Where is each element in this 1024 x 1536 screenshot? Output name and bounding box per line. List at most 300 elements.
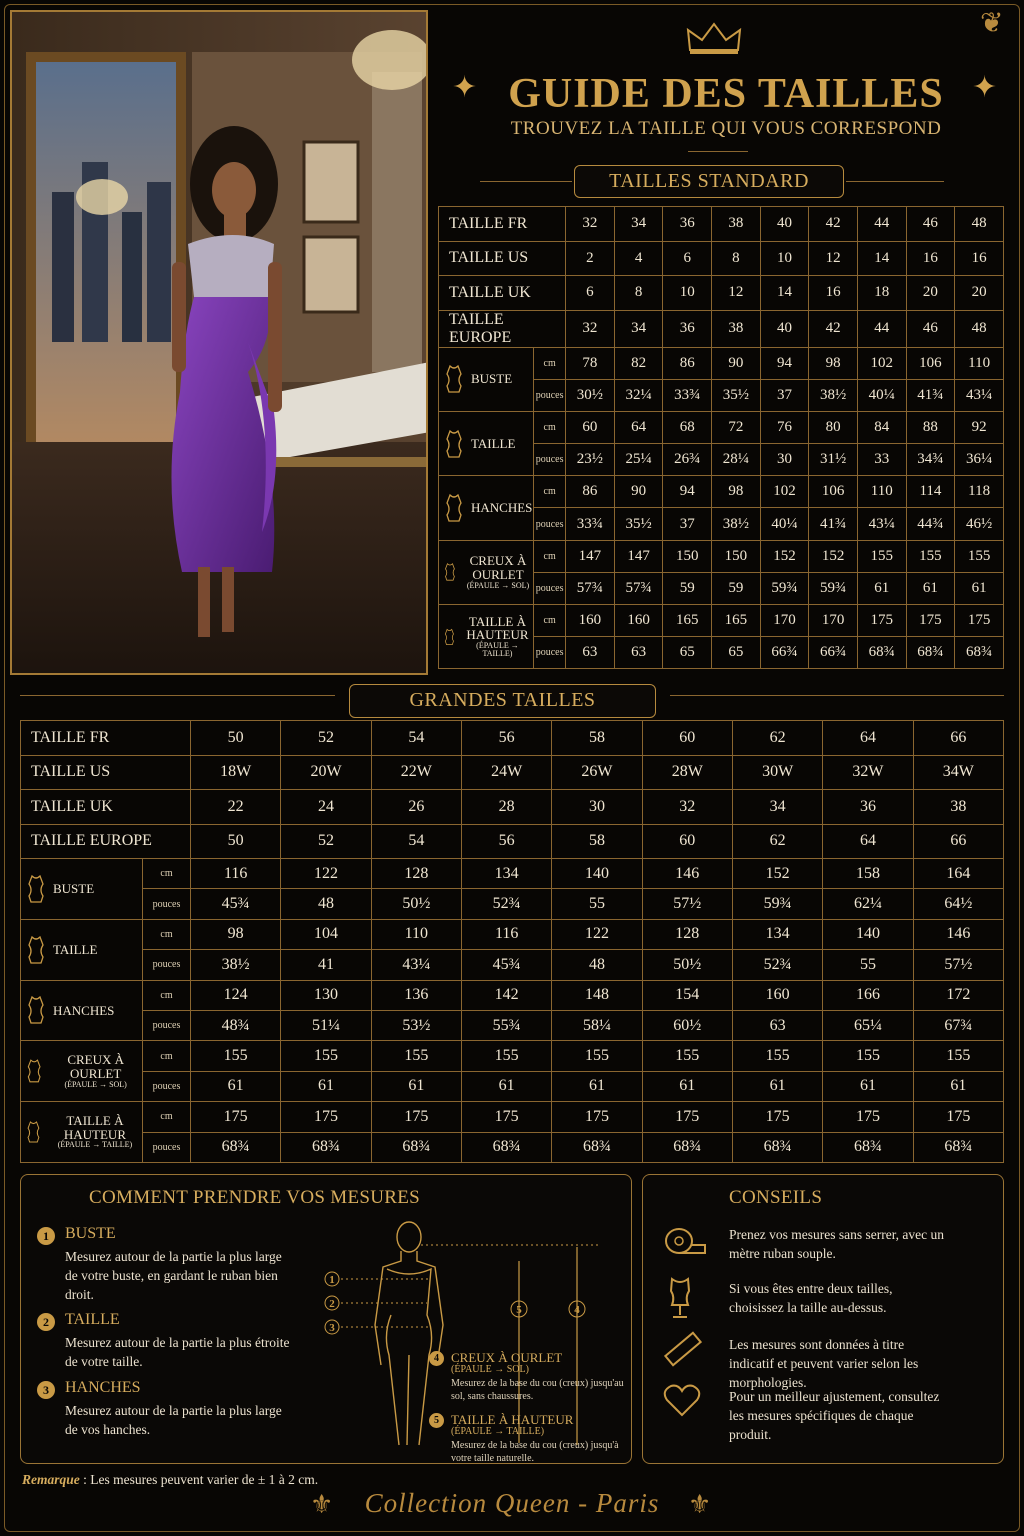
size-cell: 58	[552, 721, 642, 756]
tip-text: Prenez vos mesures sans serrer, avec un mètre ruban souple.	[729, 1227, 945, 1261]
unit-cm: cm	[534, 605, 566, 637]
measure-cell: 60	[566, 411, 615, 443]
page-title: GUIDE DES TAILLES	[508, 71, 944, 117]
diagram-marker: 2	[329, 1298, 335, 1310]
measure-cell: 76	[760, 411, 809, 443]
measure-cell: 152	[732, 859, 822, 889]
size-cell: 4	[614, 241, 663, 276]
step-heading: TAILLE À HAUTEUR	[451, 1412, 574, 1427]
table-row	[21, 1132, 1004, 1162]
remark-note	[22, 1472, 318, 1488]
size-cell: 26	[371, 790, 461, 825]
measure-cell: 94	[760, 347, 809, 379]
measure-label	[439, 605, 534, 669]
measure-cell: 175	[913, 1102, 1003, 1132]
measure-cell: 50½	[371, 889, 461, 919]
measure-cell: 61	[906, 572, 955, 604]
measure-cell: 52¾	[461, 889, 551, 919]
heart-icon	[663, 1383, 701, 1417]
measure-cell: 134	[732, 919, 822, 949]
measure-cell: 150	[712, 540, 761, 572]
measure-cell: 68	[663, 411, 712, 443]
measure-cell: 114	[906, 476, 955, 508]
measure-cell: 61	[461, 1071, 551, 1101]
measure-cell: 155	[552, 1041, 642, 1071]
remark-text: : Les mesures peuvent varier de ± 1 à 2 cm.	[79, 1472, 319, 1487]
measure-cell: 150	[663, 540, 712, 572]
how-to-measure-panel	[20, 1174, 632, 1464]
measure-cell: 134	[461, 859, 551, 889]
row-label: TAILLE FR	[439, 207, 566, 242]
unit-cm: cm	[143, 859, 191, 889]
size-cell: 6	[663, 241, 712, 276]
measure-cell: 94	[663, 476, 712, 508]
measure-cell: 38½	[191, 950, 281, 980]
table-row	[439, 540, 1004, 572]
measure-cell: 67¾	[913, 1010, 1003, 1040]
table-row	[21, 790, 1004, 825]
measure-cell: 155	[732, 1041, 822, 1071]
measure-cell: 28¼	[712, 444, 761, 476]
measure-cell: 68¾	[732, 1132, 822, 1162]
measure-cell: 61	[552, 1071, 642, 1101]
size-cell: 40	[760, 310, 809, 347]
step-number: 2	[37, 1313, 55, 1331]
measure-name: HANCHES	[53, 1002, 115, 1018]
measure-cell: 155	[461, 1041, 551, 1071]
size-cell: 38	[913, 790, 1003, 825]
measure-cell: 122	[552, 919, 642, 949]
size-cell: 22W	[371, 755, 461, 790]
measure-cell: 175	[955, 605, 1004, 637]
size-cell: 40	[760, 207, 809, 242]
measure-cell: 61	[823, 1071, 913, 1101]
measure-cell: 68¾	[823, 1132, 913, 1162]
size-cell: 56	[461, 721, 551, 756]
measure-cell: 40¼	[760, 508, 809, 540]
measure-cell: 172	[913, 980, 1003, 1010]
size-cell: 52	[281, 721, 371, 756]
measure-cell: 166	[823, 980, 913, 1010]
measure-cell: 64	[614, 411, 663, 443]
size-cell: 54	[371, 824, 461, 859]
measure-cell: 68¾	[552, 1132, 642, 1162]
unit-cm: cm	[534, 411, 566, 443]
measure-cell: 68¾	[906, 637, 955, 669]
brand-signature: Collection Queen - Paris	[364, 1488, 660, 1518]
measure-cell: 31½	[809, 444, 858, 476]
measure-cell: 160	[732, 980, 822, 1010]
size-cell: 42	[809, 310, 858, 347]
tip-text: Pour un meilleur ajustement, consultez les mesures spécifiques de chaque produit.	[729, 1389, 940, 1442]
measure-name: BUSTE	[53, 881, 95, 897]
size-cell: 48	[955, 207, 1004, 242]
size-cell: 36	[663, 310, 712, 347]
size-cell: 62	[732, 824, 822, 859]
size-cell: 62	[732, 721, 822, 756]
fleur-de-lis-icon-right: ⚜	[688, 1490, 712, 1520]
table-row	[21, 889, 1004, 919]
remark-label: Remarque	[22, 1472, 80, 1487]
measure-label	[439, 476, 534, 540]
table-row	[21, 1041, 1004, 1071]
step-bust	[37, 1227, 307, 1307]
measure-cell: 44¾	[906, 508, 955, 540]
measure-cell: 61	[642, 1071, 732, 1101]
table-row	[21, 950, 1004, 980]
step-subheading: (ÉPAULE → SOL)	[451, 1364, 529, 1375]
measure-sub: (ÉPAULE → SOL)	[466, 580, 530, 590]
hips-icon	[25, 995, 47, 1025]
measure-cell: 68¾	[642, 1132, 732, 1162]
measure-cell: 142	[461, 980, 551, 1010]
size-cell: 8	[614, 276, 663, 311]
measure-cell: 55¾	[461, 1010, 551, 1040]
row-label: TAILLE FR	[21, 721, 191, 756]
table-row	[21, 1071, 1004, 1101]
measure-cell: 152	[809, 540, 858, 572]
measure-cell: 33¾	[566, 508, 615, 540]
table-row	[439, 207, 1004, 242]
size-cell: 46	[906, 207, 955, 242]
measure-cell: 25¼	[614, 444, 663, 476]
measure-cell: 104	[281, 919, 371, 949]
unit-cm: cm	[534, 476, 566, 508]
measure-cell: 38½	[809, 379, 858, 411]
size-cell: 20	[906, 276, 955, 311]
size-cell: 48	[955, 310, 1004, 347]
measuring-tape-icon	[663, 1225, 707, 1257]
table-row	[21, 824, 1004, 859]
tips-title: CONSEILS	[729, 1187, 823, 1208]
measure-cell: 98	[191, 919, 281, 949]
size-cell: 32	[566, 310, 615, 347]
step-number: 5	[429, 1413, 444, 1428]
measure-cell: 175	[823, 1102, 913, 1132]
measure-cell: 110	[371, 919, 461, 949]
measure-cell: 35½	[614, 508, 663, 540]
measure-name: TAILLE	[53, 941, 98, 957]
measure-cell: 68¾	[461, 1132, 551, 1162]
sparkle-icon-right: ✦	[972, 70, 998, 105]
size-cell: 14	[760, 276, 809, 311]
table-row	[439, 411, 1004, 443]
size-cell: 46	[906, 310, 955, 347]
measure-cell: 59	[663, 572, 712, 604]
measure-cell: 61	[281, 1071, 371, 1101]
measure-name: TAILLE À HAUTEUR	[466, 613, 529, 643]
unit-pouces: pouces	[534, 508, 566, 540]
measure-cell: 72	[712, 411, 761, 443]
measure-cell: 65	[663, 637, 712, 669]
measure-cell: 48	[552, 950, 642, 980]
measure-name: CREUX À OURLET	[67, 1052, 125, 1082]
measure-name: TAILLE À HAUTEUR	[63, 1113, 126, 1142]
measure-cell: 106	[906, 347, 955, 379]
step-subheading: (ÉPAULE → TAILLE)	[451, 1426, 545, 1437]
size-cell: 50	[191, 824, 281, 859]
measure-cell: 41	[281, 950, 371, 980]
measure-name: CREUX À OURLET	[469, 553, 527, 583]
measure-cell: 122	[281, 859, 371, 889]
measure-cell: 98	[809, 347, 858, 379]
measure-cell: 165	[712, 605, 761, 637]
size-cell: 10	[760, 241, 809, 276]
size-cell: 44	[857, 310, 906, 347]
size-cell: 30	[552, 790, 642, 825]
measure-cell: 55	[823, 950, 913, 980]
step-text: Mesurez autour de la partie la plus large de votre buste, en gardant le ruban bien droit.	[65, 1249, 282, 1302]
plus-size-table	[20, 720, 1004, 1163]
unit-pouces: pouces	[143, 889, 191, 919]
measure-cell: 65	[712, 637, 761, 669]
measure-cell: 57¾	[566, 572, 615, 604]
measure-cell: 155	[857, 540, 906, 572]
size-cell: 34	[614, 207, 663, 242]
measure-cell: 80	[809, 411, 858, 443]
waist-icon	[443, 429, 465, 459]
size-cell: 36	[823, 790, 913, 825]
measure-cell: 46½	[955, 508, 1004, 540]
measure-cell: 61	[732, 1071, 822, 1101]
size-cell: 22	[191, 790, 281, 825]
unit-cm: cm	[143, 919, 191, 949]
size-cell: 8	[712, 241, 761, 276]
step-text: Mesurez autour de la partie la plus large de vos hanches.	[65, 1403, 282, 1437]
size-cell: 56	[461, 824, 551, 859]
measure-cell: 68¾	[281, 1132, 371, 1162]
measure-cell: 84	[857, 411, 906, 443]
size-cell: 38	[712, 310, 761, 347]
measure-cell: 78	[566, 347, 615, 379]
measure-cell: 155	[823, 1041, 913, 1071]
size-cell: 60	[642, 721, 732, 756]
hollow-to-hem-icon	[25, 1056, 43, 1086]
size-cell: 58	[552, 824, 642, 859]
hips-icon	[443, 493, 465, 523]
measure-label	[21, 980, 143, 1041]
bust-icon	[443, 364, 465, 394]
measure-cell: 62¼	[823, 889, 913, 919]
measure-cell: 152	[760, 540, 809, 572]
measure-cell: 90	[614, 476, 663, 508]
measure-cell: 68¾	[191, 1132, 281, 1162]
measure-cell: 86	[663, 347, 712, 379]
measure-cell: 146	[642, 859, 732, 889]
measure-cell: 53½	[371, 1010, 461, 1040]
measure-cell: 82	[614, 347, 663, 379]
measure-label	[21, 1102, 143, 1163]
measure-cell: 175	[371, 1102, 461, 1132]
measure-cell: 30	[760, 444, 809, 476]
measure-name: HANCHES	[471, 500, 533, 516]
step-heading: CREUX À OURLET	[451, 1350, 563, 1365]
measure-cell: 155	[642, 1041, 732, 1071]
measure-cell: 175	[642, 1102, 732, 1132]
measure-cell: 66¾	[809, 637, 858, 669]
measure-cell: 160	[614, 605, 663, 637]
size-cell: 18	[857, 276, 906, 311]
measure-cell: 68¾	[913, 1132, 1003, 1162]
size-cell: 30W	[732, 755, 822, 790]
table-row	[439, 241, 1004, 276]
measure-cell: 110	[955, 347, 1004, 379]
measure-cell: 128	[371, 859, 461, 889]
measure-cell: 155	[281, 1041, 371, 1071]
measure-cell: 98	[712, 476, 761, 508]
measure-cell: 130	[281, 980, 371, 1010]
measure-cell: 48	[281, 889, 371, 919]
step-hips	[37, 1381, 307, 1441]
measure-cell: 34¾	[906, 444, 955, 476]
measure-cell: 146	[913, 919, 1003, 949]
table-row	[439, 276, 1004, 311]
measure-cell: 90	[712, 347, 761, 379]
step-text: Mesurez de la base du cou (creux) jusqu'au sol, sans chaussures.	[451, 1378, 624, 1402]
divider	[670, 695, 1004, 696]
unit-pouces: pouces	[534, 379, 566, 411]
divider	[480, 181, 572, 182]
row-label: TAILLE US	[439, 241, 566, 276]
measure-cell: 88	[906, 411, 955, 443]
fleur-de-lis-icon-left: ⚜	[310, 1490, 334, 1520]
row-label: TAILLE UK	[439, 276, 566, 311]
measure-cell: 110	[857, 476, 906, 508]
measure-cell: 164	[913, 859, 1003, 889]
row-label: TAILLE EUROPE	[439, 310, 566, 347]
corner-ornament-tr: ❦	[980, 6, 1004, 39]
measure-cell: 48¾	[191, 1010, 281, 1040]
unit-cm: cm	[143, 1041, 191, 1071]
row-label: TAILLE UK	[21, 790, 191, 825]
size-cell: 34	[732, 790, 822, 825]
measure-cell: 61	[191, 1071, 281, 1101]
measure-cell: 63	[732, 1010, 822, 1040]
unit-cm: cm	[534, 347, 566, 379]
ruler-icon	[663, 1329, 703, 1369]
size-cell: 64	[823, 824, 913, 859]
measure-cell: 175	[281, 1102, 371, 1132]
size-cell: 28W	[642, 755, 732, 790]
table-row	[439, 476, 1004, 508]
measure-cell: 35½	[712, 379, 761, 411]
measure-cell: 45¾	[461, 950, 551, 980]
size-cell: 26W	[552, 755, 642, 790]
row-label: TAILLE US	[21, 755, 191, 790]
measure-cell: 154	[642, 980, 732, 1010]
measure-cell: 68¾	[955, 637, 1004, 669]
size-cell: 28	[461, 790, 551, 825]
measure-cell: 61	[913, 1071, 1003, 1101]
measure-cell: 43¼	[371, 950, 461, 980]
size-cell: 12	[809, 241, 858, 276]
measure-cell: 64½	[913, 889, 1003, 919]
measure-cell: 155	[191, 1041, 281, 1071]
measure-cell: 175	[461, 1102, 551, 1132]
table-row	[21, 1102, 1004, 1132]
unit-pouces: pouces	[534, 637, 566, 669]
measure-cell: 60½	[642, 1010, 732, 1040]
measure-cell: 63	[614, 637, 663, 669]
size-cell: 32	[642, 790, 732, 825]
measure-cell: 170	[760, 605, 809, 637]
measure-cell: 65¼	[823, 1010, 913, 1040]
unit-pouces: pouces	[534, 572, 566, 604]
size-cell: 32W	[823, 755, 913, 790]
page-subtitle: TROUVEZ LA TAILLE QUI VOUS CORRESPOND	[510, 118, 942, 139]
size-cell: 66	[913, 721, 1003, 756]
measure-cell: 155	[906, 540, 955, 572]
table-row	[21, 755, 1004, 790]
step-hollow-to-hem	[429, 1351, 629, 1407]
measure-cell: 116	[461, 919, 551, 949]
measure-cell: 102	[760, 476, 809, 508]
measure-cell: 38½	[712, 508, 761, 540]
tip-text: Les mesures sont données à titre indicatif et peuvent varier selon les morphologies.	[729, 1337, 919, 1390]
measure-cell: 59¾	[760, 572, 809, 604]
divider	[688, 151, 748, 152]
measure-cell: 33¾	[663, 379, 712, 411]
measure-cell: 55	[552, 889, 642, 919]
step-number: 3	[37, 1381, 55, 1399]
measure-name: TAILLE	[471, 435, 516, 451]
measure-cell: 148	[552, 980, 642, 1010]
tip-text: Si vous êtes entre deux tailles, choisissez la taille au-dessus.	[729, 1281, 893, 1315]
measure-cell: 57¾	[614, 572, 663, 604]
table-row	[21, 980, 1004, 1010]
how-to-measure-title: COMMENT PRENDRE VOS MESURES	[89, 1187, 420, 1208]
measure-cell: 106	[809, 476, 858, 508]
measure-cell: 155	[955, 540, 1004, 572]
measure-sub: (ÉPAULE → SOL)	[64, 1079, 127, 1089]
table-row	[21, 721, 1004, 756]
measure-cell: 175	[552, 1102, 642, 1132]
standard-size-table	[438, 206, 1004, 669]
measure-cell: 57½	[642, 889, 732, 919]
sparkle-icon-left: ✦	[452, 70, 478, 105]
tips-panel	[642, 1174, 1004, 1464]
measure-cell: 51¼	[281, 1010, 371, 1040]
measure-cell: 155	[371, 1041, 461, 1071]
section-title-plus: GRANDES TAILLES	[349, 684, 656, 718]
bust-icon	[25, 874, 47, 904]
section-title-standard: TAILLES STANDARD	[574, 165, 844, 198]
measure-cell: 170	[809, 605, 858, 637]
table-row	[439, 605, 1004, 637]
size-cell: 66	[913, 824, 1003, 859]
measure-cell: 61	[955, 572, 1004, 604]
step-heading: HANCHES	[65, 1379, 141, 1396]
measure-cell: 175	[732, 1102, 822, 1132]
diagram-marker: 5	[516, 1304, 522, 1316]
unit-pouces: pouces	[534, 444, 566, 476]
size-cell: 54	[371, 721, 461, 756]
measure-cell: 165	[663, 605, 712, 637]
crown-icon	[686, 22, 742, 56]
measure-cell: 63	[566, 637, 615, 669]
size-cell: 34	[614, 310, 663, 347]
measure-cell: 61	[371, 1071, 461, 1101]
waist-icon	[25, 935, 47, 965]
measure-cell: 160	[566, 605, 615, 637]
size-cell: 36	[663, 207, 712, 242]
measure-cell: 147	[614, 540, 663, 572]
row-label: TAILLE EUROPE	[21, 824, 191, 859]
divider	[846, 181, 944, 182]
size-cell: 24	[281, 790, 371, 825]
step-hollow-to-waist	[429, 1413, 629, 1463]
diagram-marker: 3	[329, 1322, 335, 1334]
